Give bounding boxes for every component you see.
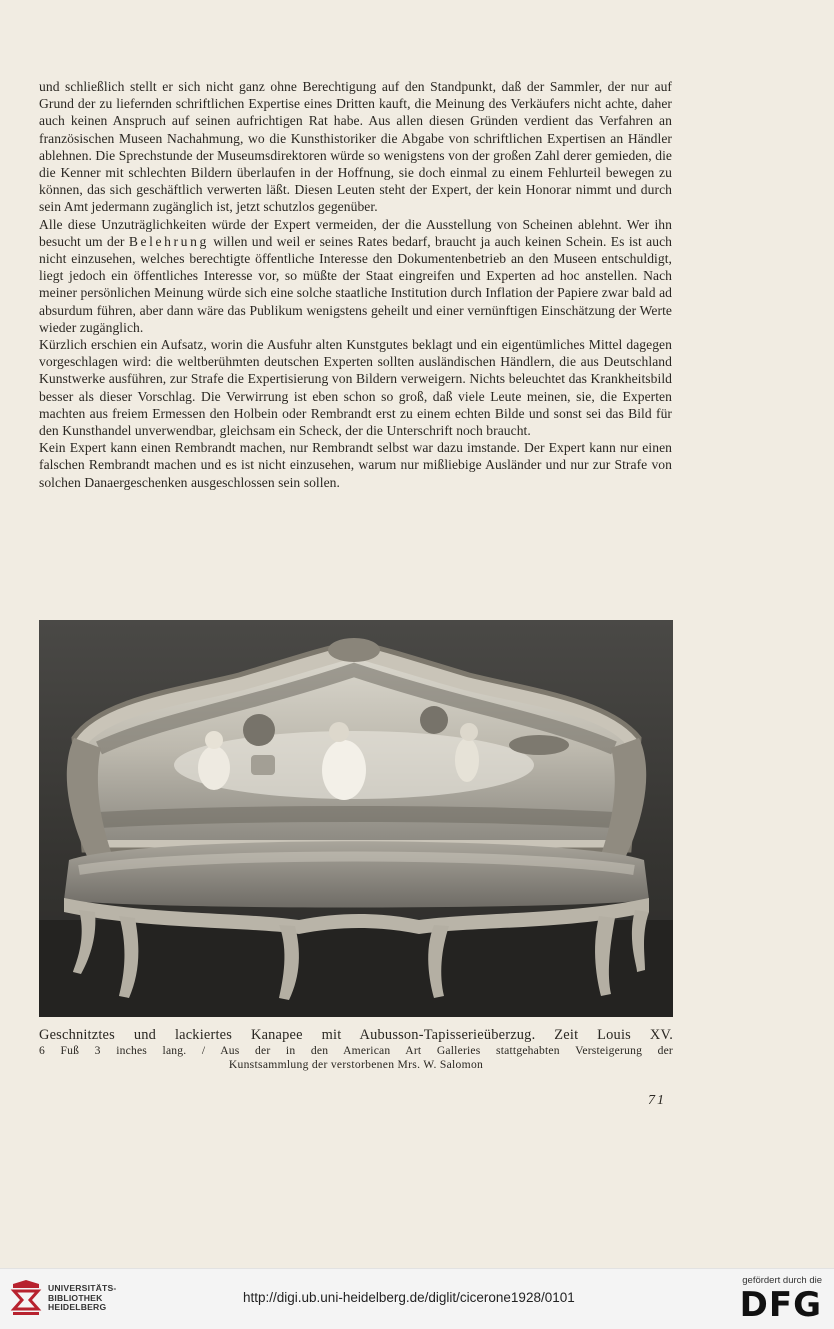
article-text [39,78,672,491]
paragraph-2-end: willen und weil er seines Rates bedarf, braucht ja auch keinen Schein. Es ist auch nicht einzusehen, welches berechtigte öffentliche Interesse den Dokumentenbetrieb an den Museen entschuldigt, liegt jedoch ein öffentliches Interesse vor, so müßte der Staat eingreifen und Experten ad hoc anstellen. Nach meiner persönlichen Meinung würde sich eine solche staatliche Institution durch Inflation der Papiere zwar bald ad absurdum führen, aber dann wäre das Publikum wenigstens geheilt und einer vernünftigen Einschätzung der Werte wieder zugänglich. [39,233,672,335]
paragraph-2 [39,216,672,336]
paragraph-1: und schließlich stellt er sich nicht ganz ohne Berechtigung auf den Standpunkt, daß der Sammler, der nur auf Grund der zu liefernden schriftlichen Expertise eines Dritten kauft, die Meinung des Verkäufers nicht achte, daher auch keinen Anspruch auf seinen aufrichtigen Rat habe. Aus allen diesen Gründen verdient das Verfahren an französischen Museen Nachahmung, wo die Kunsthistoriker die Abgabe von schriftlichen Expertisen an Händler ablehnen. Die Sprechstunde der Museumsdirektoren würde so wenigstens von der großen Zahl derer gemieden, die die Kenner mit schlechten Bildern überlaufen in der Hoffnung, sie doch einmal zu einem Fehlurteil bewegen zu können, das sich geschäftlich verwerten läßt. Diesen Leuten steht der Expert, der kein Honorar nimmt und durch sein Amt jedermann zugänglich ist, jetzt schutzlos gegenüber. [39,79,672,215]
emphasized-word: Belehrung [128,233,209,249]
paragraph-3: Kürzlich erschien ein Aufsatz, worin die Ausfuhr alten Kunstgutes beklagt und ein eigentümliches Mittel dagegen vorgeschlagen wird: die weltberühmten deutschen Experten sollten ausländischen Händlern, die aus Deutschland Kunstwerke ausführen, zur Strafe die Expertisierung von Bildern verweigern. Nichts beleuchtet das Krankheitsbild besser als dieser Vorschlag. Die Verwirrung ist eben schon so groß, daß viele Leute meinen, sie, die Experten machten aus freiem Ermessen den Holbein oder Rembrandt erst zu einem echten Bilde und sonst sei das Bild für den Kunsthandel unverwendbar, gleichsam ein Scheck, der die Unterschrift noch braucht. [39,337,672,439]
caption-line-3: Kunstsammlung der verstorbenen Mrs. W. Salomon [228,1058,484,1071]
library-name-line-1: UNIVERSITÄTS- [48,1283,117,1293]
library-name [48,1284,117,1313]
viewer-footer [0,1268,834,1329]
sofa-photograph [39,620,673,1017]
page-number: 71 [648,1093,666,1108]
library-name-line-3: HEIDELBERG [48,1302,107,1313]
library-name-line-2: BIBLIOTHEK [48,1292,103,1303]
figure-caption [39,1026,673,1072]
caption-line-2: 6 Fuß 3 inches lang. / Aus der in den American Art Galleries stattgehabten Versteigerung der [39,1044,673,1057]
dfg-logo[interactable]: DFG [739,1285,822,1325]
paragraph-4: Kein Expert kann einen Rembrandt machen, nur Rembrandt selbst war dazu imstande. Der Expert kann nur einen falschen Rembrandt machen und es ist nicht einzusehen, warum nur mißliebige Ausländer und nur zur Strafe von solchen Danaergeschenken ausgeschlossen sein sollen. [39,440,672,490]
paragraph-2-start: Alle diese Unzuträglichkeiten würde der Expert vermeiden, der die Ausstellung von Scheinen ablehnt. Wer ihn besucht um der [39,216,672,249]
permalink-url[interactable]: http://digi.ub.uni-heidelberg.de/diglit/cicerone1928/0101 [243,1290,575,1305]
canape-illustration [39,620,673,1017]
caption-line-1: Geschnitztes und lackiertes Kanapee mit Aubusson-Tapisserieüberzug. Zeit Louis XV. [39,1027,673,1043]
library-logo-icon[interactable] [10,1278,42,1318]
funded-by-label: gefördert durch die [742,1275,822,1286]
